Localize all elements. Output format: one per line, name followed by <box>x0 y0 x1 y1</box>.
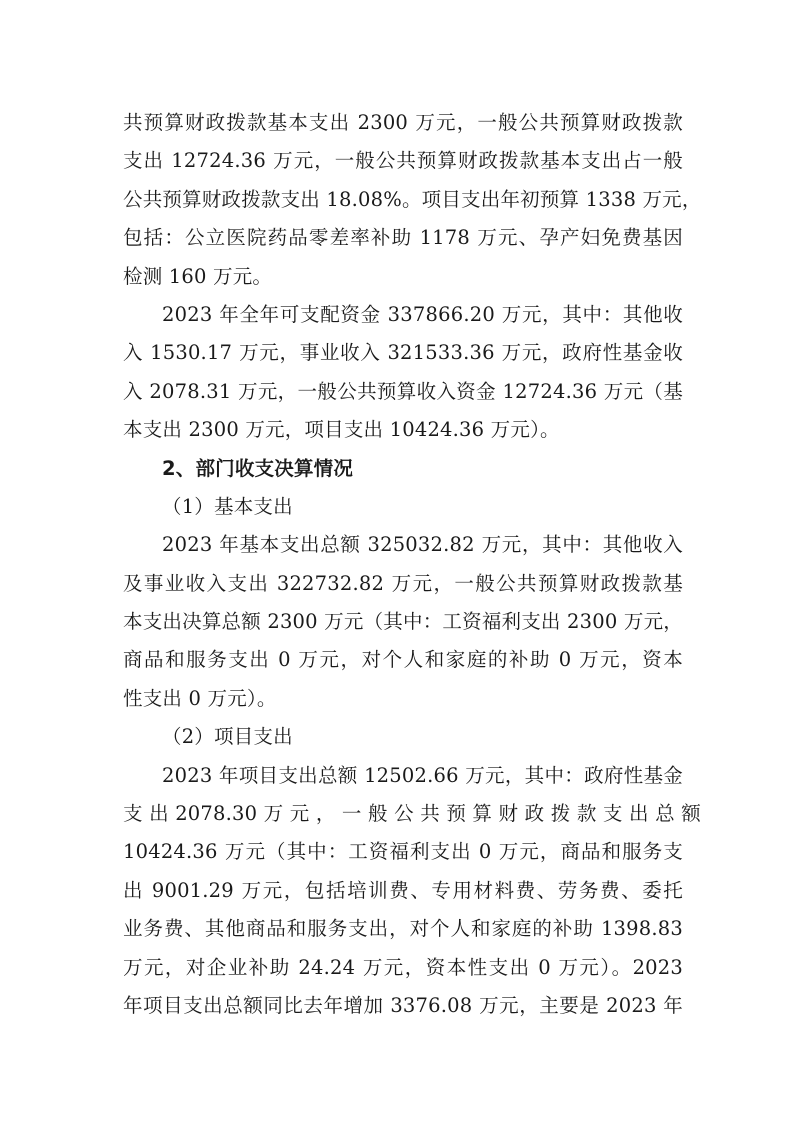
text-line: 商品和服务支出 0 万元，对个人和家庭的补助 0 万元，资本 <box>123 648 683 672</box>
paragraph-basic-expenditure <box>123 526 683 718</box>
subsection-heading-project-expenditure: （2）项目支出 <box>162 725 293 749</box>
text-line: 出 9001.29 万元，包括培训费、专用材料费、劳务费、委托 <box>123 878 683 902</box>
text-line: 及事业收入支出 322732.82 万元，一般公共预算财政拨款基 <box>123 571 683 595</box>
text-line: 10424.36 万元（其中：工资福利支出 0 万元，商品和服务支 <box>123 840 683 864</box>
document-body <box>123 104 702 1025</box>
text-line: 本支出 2300 万元，项目支出 10424.36 万元）。 <box>123 418 560 442</box>
section-heading: 2、部门收支决算情况 <box>162 456 354 480</box>
text-line: 万元，对企业补助 24.24 万元，资本性支出 0 万元）。2023 <box>123 955 683 979</box>
text-line: 业务费、其他商品和服务支出，对个人和家庭的补助 1398.83 <box>123 917 683 941</box>
text-line: 公共预算财政拨款支出 18.08%。项目支出年初预算 1338 万元， <box>123 187 702 211</box>
text-line: 入 1530.17 万元，事业收入 321533.36 万元，政府性基金收 <box>123 341 683 365</box>
text-line: 2023 年全年可支配资金 337866.20 万元，其中：其他收 <box>162 302 683 326</box>
paragraph-project-expenditure <box>123 757 701 1026</box>
text-line: 入 2078.31 万元，一般公共预算收入资金 12724.36 万元（基 <box>123 379 683 403</box>
text-line: 共预算财政拨款基本支出 2300 万元，一般公共预算财政拨款 <box>123 111 683 134</box>
text-line: 性支出 0 万元）。 <box>123 686 277 710</box>
paragraph-budget-summary <box>123 104 702 296</box>
text-line: 支出 12724.36 万元，一般公共预算财政拨款基本支出占一般 <box>123 149 683 173</box>
text-line: 2023 年基本支出总额 325032.82 万元，其中：其他收入 <box>162 533 683 557</box>
text-line: 检测 160 万元。 <box>123 264 273 288</box>
subsection-heading-basic-expenditure: （1）基本支出 <box>162 494 293 518</box>
text-line: 2023 年项目支出总额 12502.66 万元，其中：政府性基金 <box>162 763 683 787</box>
text-line: 支 出 2078.30 万 元 ， 一 般 公 共 预 算 财 政 拨 款 支 出 总 额 <box>123 802 701 826</box>
text-line: 年项目支出总额同比去年增加 3376.08 万元，主要是 2023 年 <box>123 993 683 1017</box>
paragraph-available-funds <box>123 296 683 450</box>
text-line: 包括：公立医院药品零差率补助 1178 万元、孕产妇免费基因 <box>123 226 683 250</box>
text-line: 本支出决算总额 2300 万元（其中：工资福利支出 2300 万元， <box>123 610 683 634</box>
